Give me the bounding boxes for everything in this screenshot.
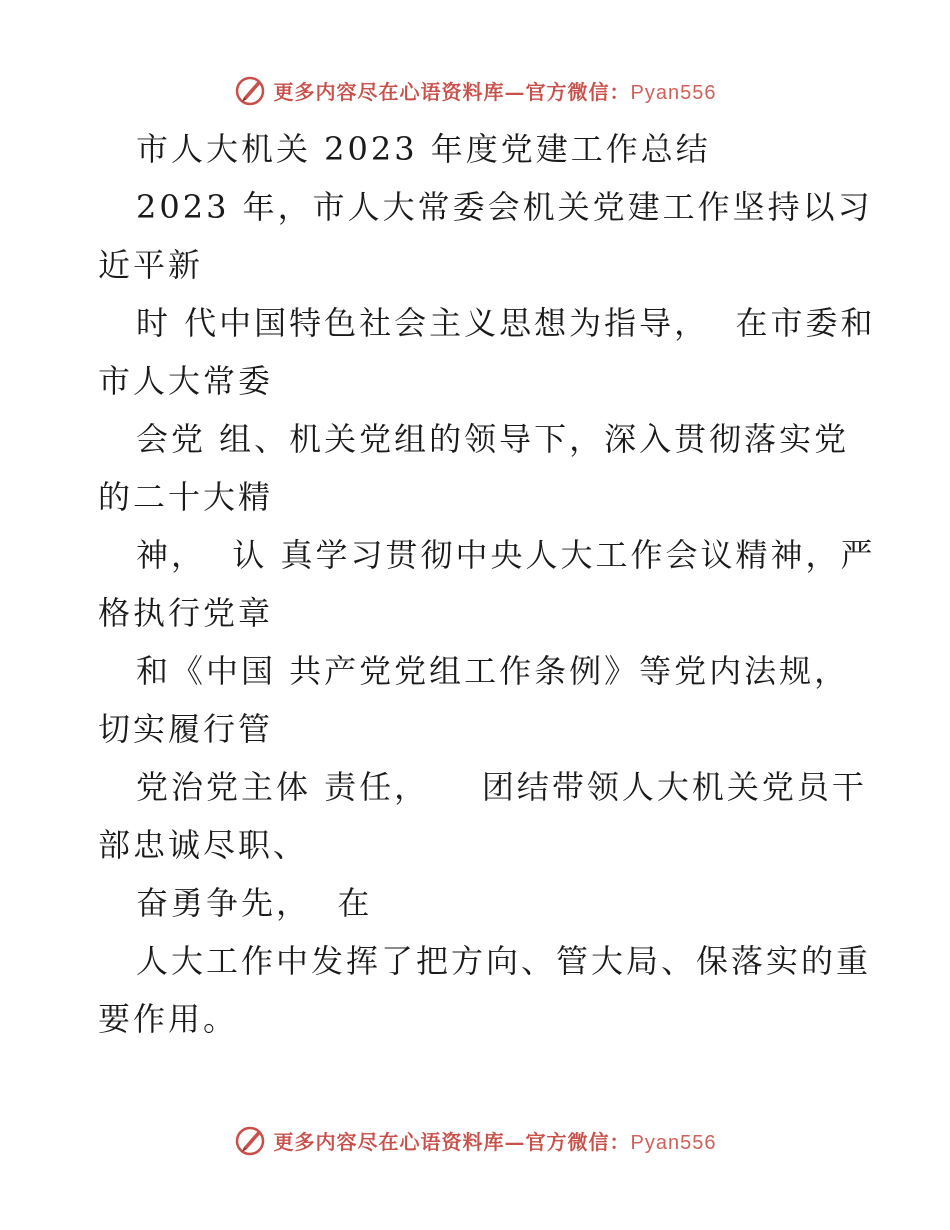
paragraph-line: 人大工作中发挥了把方向、管大局、保落实的重: [136, 942, 872, 980]
paragraph-line: 格执行党章: [98, 594, 274, 632]
paragraph-line: 切实履行管: [98, 710, 274, 748]
paragraph-line: 党治党主体 责任， 团结带领人大机关党员干: [136, 768, 867, 806]
watermark-text: [274, 1126, 717, 1155]
paragraph-line: 神， 认 真学习贯彻中央人大工作会议精神，严: [136, 536, 876, 574]
document-title: 市人大机关 2023 年度党建工作总结: [136, 130, 711, 168]
quill-pen-logo-icon: [234, 73, 268, 107]
paragraph-line: 会党 组、机关党组的领导下，深入贯彻落实党: [136, 420, 850, 458]
paragraph-line: 要作用。: [98, 1000, 239, 1038]
paragraph-line: 和《中国 共产党党组工作条例》等党内法规，: [136, 652, 850, 690]
document-body: [98, 120, 876, 1048]
watermark-label: 更多内容尽在心语资料库—官方微信：: [273, 1129, 631, 1154]
footer-watermark: [0, 1120, 950, 1160]
quill-pen-logo-icon: [234, 1123, 268, 1157]
watermark-text: [274, 76, 717, 105]
watermark-wechat-id: Pyan556: [630, 1131, 717, 1154]
paragraph-line: 奋勇争先， 在: [136, 884, 373, 922]
header-watermark: [0, 70, 950, 110]
paragraph-line: 市人大常委: [98, 362, 274, 400]
paragraph-line: 部忠诚尽职、: [98, 826, 309, 864]
paragraph-line: 2023 年，市人大常委会机关党建工作坚持以习: [136, 188, 873, 226]
paragraph-line: 时 代中国特色社会主义思想为指导， 在市委和: [136, 304, 876, 342]
watermark-label: 更多内容尽在心语资料库—官方微信：: [273, 79, 631, 104]
paragraph-line: 的二十大精: [98, 478, 274, 516]
watermark-wechat-id: Pyan556: [630, 81, 717, 104]
paragraph-line: 近平新: [98, 246, 204, 284]
